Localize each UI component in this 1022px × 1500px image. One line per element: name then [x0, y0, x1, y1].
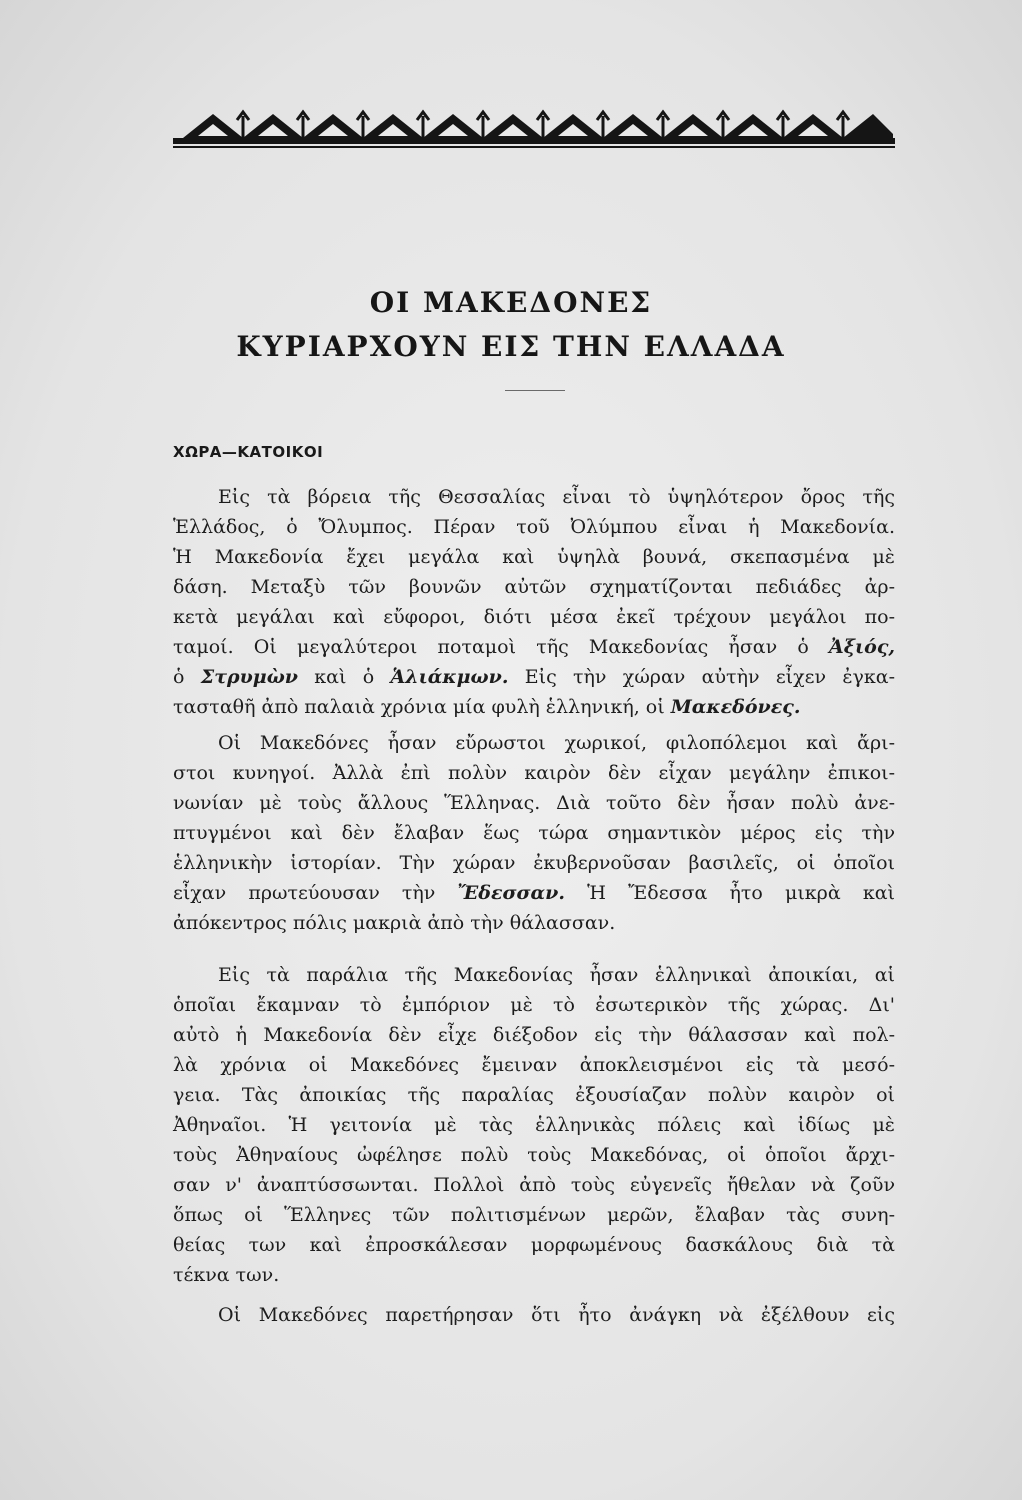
p2-line-6-text-a: εἶχαν πρωτεύουσαν τὴν [173, 882, 458, 904]
p3-line-11: τέκνα των. [173, 1264, 280, 1286]
p2-line-1: Οἱ Μακεδόνες ἦσαν εὔρωστοι χωρικοί, φιλοπόλεμοι καὶ ἄρι- [218, 732, 895, 754]
p1-line-7-text-c: καὶ ὁ [297, 666, 391, 688]
p2-line-6-text-c: Ἡ Ἔδεσσα ἦτο μικρὰ καὶ [564, 882, 895, 904]
chapter-title-line-1: ΟΙ ΜΑΚΕΔΟΝΕΣ [369, 286, 653, 319]
river-strymon: Στρυμὼν [200, 666, 298, 688]
p1-line-5: κετὰ μεγάλαι καὶ εὔφοροι, διότι μέσα ἐκεῖ τρέχουν μεγάλοι πο- [173, 606, 895, 628]
p3-line-4: λὰ χρόνια οἱ Μακεδόνες ἔμειναν ἀποκλεισμένοι εἰς τὰ μεσό- [173, 1054, 895, 1076]
p1-line-6 [173, 632, 895, 662]
river-aliakmon: Ἁλιάκμων. [390, 666, 509, 688]
p1-line-3: Ἡ Μακεδονία ἔχει μεγάλα καὶ ὑψηλὰ βουνά, σκεπασμένα μὲ [173, 546, 895, 568]
p1-line-8 [173, 692, 895, 722]
p2-line-2: στοι κυνηγοί. Ἀλλὰ ἐπὶ πολὺν καιρὸν δὲν εἶχαν μεγάλην ἐπικοι- [173, 762, 895, 784]
p1-line-4: δάση. Μεταξὺ τῶν βουνῶν αὐτῶν σχηματίζονται πεδιάδες ἀρ- [173, 576, 895, 598]
p2-line-3: νωνίαν μὲ τοὺς ἄλλους Ἕλληνας. Διὰ τοῦτο δὲν ἦσαν πολὺ ἀνε- [173, 792, 895, 814]
p2-line-6 [173, 878, 895, 908]
p1-line-7 [173, 662, 895, 692]
p2-line-4: πτυγμένοι καὶ δὲν ἔλαβαν ἕως τώρα σημαντικὸν μέρος εἰς τὴν [173, 822, 895, 844]
section-heading: ΧΩΡΑ—ΚΑΤΟΙΚΟΙ [173, 443, 324, 461]
term-makedones: Μακεδόνες. [670, 696, 801, 718]
p3-line-1: Εἰς τὰ παράλια τῆς Μακεδονίας ἦσαν ἑλληνικαὶ ἀποικίαι, αἱ [218, 964, 895, 986]
p1-line-6-text: ταμοί. Οἱ μεγαλύτεροι ποταμοὶ τῆς Μακεδονίας ἦσαν ὁ [173, 636, 829, 658]
city-edessa: Ἔδεσσαν. [457, 882, 565, 904]
p3-line-2: ὁποῖαι ἔκαμναν τὸ ἐμπόριον μὲ τὸ ἐσωτερικὸν τῆς χώρας. Δι' [173, 994, 895, 1016]
p3-line-5: γεια. Τὰς ἀποικίας τῆς παραλίας ἐξουσίαζαν πολὺν καιρὸν οἱ [173, 1084, 895, 1106]
p3-line-8: σαν ν' ἀναπτύσσωνται. Πολλοὶ ἀπὸ τοὺς εὐγενεῖς ἤθελαν νὰ ζοῦν [173, 1174, 895, 1196]
p1-line-7-text-a: ὁ [173, 666, 201, 688]
title-divider [505, 390, 565, 391]
p3-line-6: Ἀθηναῖοι. Ἡ γειτονία μὲ τὰς ἑλληνικὰς πόλεις καὶ ἰδίως μὲ [173, 1114, 895, 1136]
p3-line-10: θείας των καὶ ἐπροσκάλεσαν μορφωμένους δασκάλους διὰ τὰ [173, 1234, 895, 1256]
p4-line-1: Οἱ Μακεδόνες παρετήρησαν ὅτι ἦτο ἀνάγκη νὰ ἐξέλθουν εἰς [218, 1304, 895, 1326]
p2-line-7: ἀπόκεντρος πόλις μακριὰ ἀπὸ τὴν θάλασσαν. [173, 912, 616, 934]
p3-line-7: τοὺς Ἀθηναίους ὠφέλησε πολὺ τοὺς Μακεδόνας, οἱ ὁποῖοι ἄρχι- [173, 1144, 895, 1166]
chapter-title-line-2: ΚΥΡΙΑΡΧΟΥΝ ΕΙΣ ΤΗΝ ΕΛΛΑΔΑ [236, 330, 786, 363]
p3-line-3: αὐτὸ ἡ Μακεδονία δὲν εἶχε διέξοδον εἰς τὴν θάλασσαν καὶ πολ- [173, 1024, 895, 1046]
p1-line-2: Ἑλλάδος, ὁ Ὄλυμπος. Πέραν τοῦ Ὀλύμπου εἶναι ἡ Μακεδονία. [173, 516, 895, 538]
decorative-border-band [173, 108, 895, 150]
p1-line-7-text-e: Εἰς τὴν χώραν αὐτὴν εἶχεν ἐγκα- [508, 666, 896, 688]
p2-line-5: ἑλληνικὴν ἱστορίαν. Τὴν χώραν ἐκυβερνοῦσαν βασιλεῖς, οἱ ὁποῖοι [173, 852, 895, 874]
p1-line-8-text: τασταθῆ ἀπὸ παλαιὰ χρόνια μία φυλὴ ἑλληνική, οἱ [173, 696, 671, 718]
river-axios: Ἀξιός, [828, 636, 895, 658]
p1-line-1: Εἰς τὰ βόρεια τῆς Θεσσαλίας εἶναι τὸ ὑψηλότερον ὄρος τῆς [218, 486, 895, 508]
p3-line-9: ὅπως οἱ Ἕλληνες τῶν πολιτισμένων μερῶν, ἔλαβαν τὰς συνη- [173, 1204, 895, 1226]
